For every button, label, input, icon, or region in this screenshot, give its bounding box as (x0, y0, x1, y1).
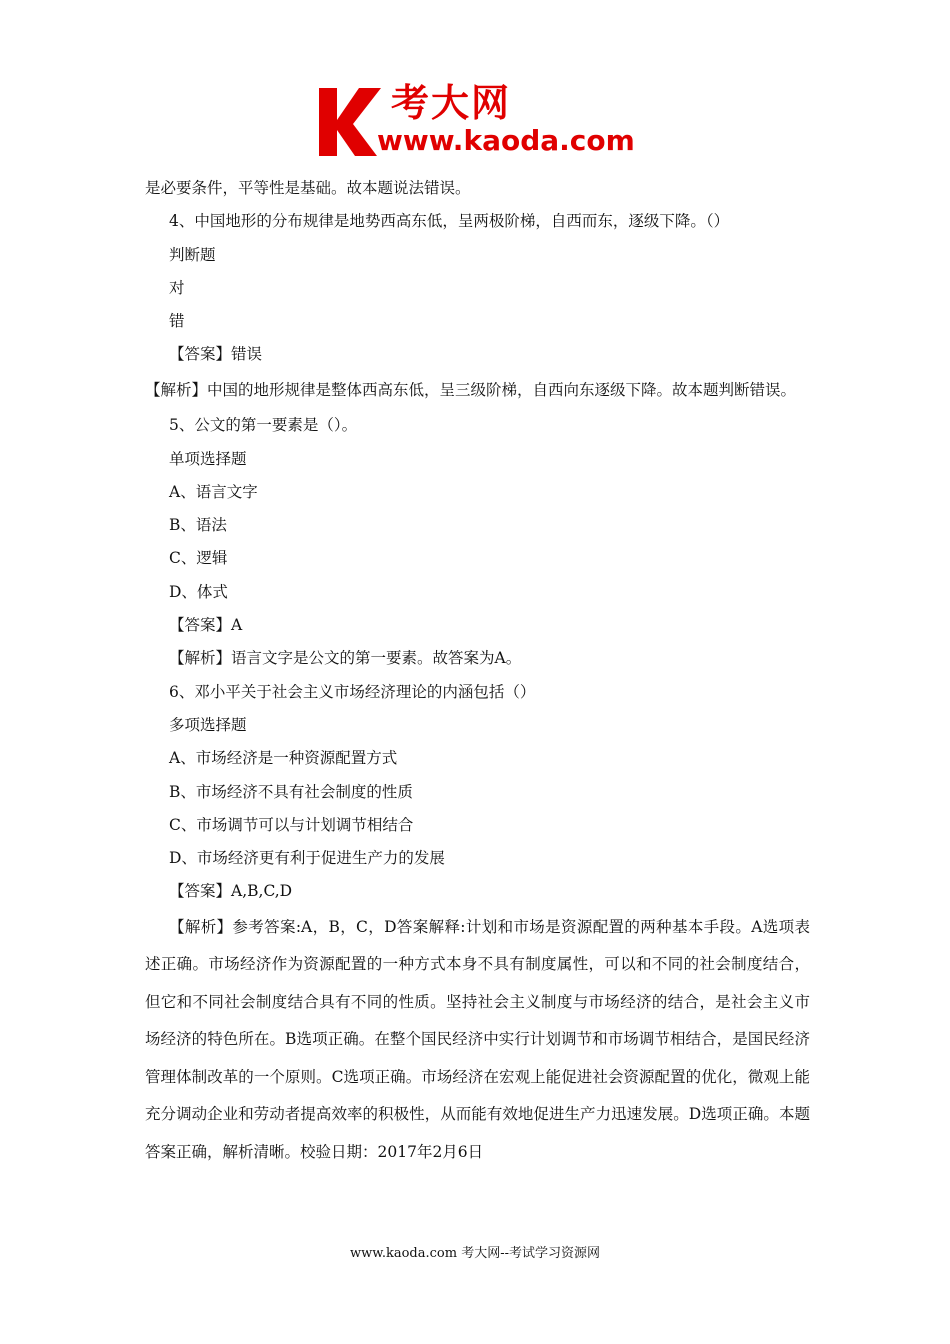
question-5-option: A、语言文字 (169, 482, 258, 501)
question-6-type: 多项选择题 (169, 715, 247, 734)
question-4-analysis: 【解析】中国的地形规律是整体西高东低，呈三级阶梯，自西向东逐级下降。故本题判断错误。 (145, 380, 797, 399)
question-6-stem: 6、邓小平关于社会主义市场经济理论的内涵包括（） (169, 682, 536, 701)
logo-title: 考大网 (391, 81, 512, 125)
site-logo (315, 80, 645, 160)
question-6-analysis: 【解析】参考答案:A，B，C，D答案解释:计划和市场是资源配置的两种基本手段。A选项表述正确。市场经济作为资源配置的一种方式本身不具有制度属性，可以和不同的社会制度结合，但它和不同社会制度结合具有不同的性质。坚持社会主义制度与市场经济的结合，是社会主义市场经济的特色所在。B选项正确。在整个国民经济中实行计划调节和市场调节相结合，是国民经济管理体制改革的一个原则。C选项正确。市场经济在宏观上能促进社会资源配置的优化，微观上能充分调动企业和劳动者提高效率的积极性，从而能有效地促进生产力迅速发展。D选项正确。本题答案正确，解析清晰。校验日期：2017年2月6日 (145, 917, 810, 1161)
page-footer: www.kaoda.com 考大网--考试学习资源网 (350, 1246, 600, 1261)
question-4-stem: 4、中国地形的分布规律是地势西高东低，呈两极阶梯，自西而东，逐级下降。（） (169, 212, 730, 231)
question-5-type: 单项选择题 (169, 449, 247, 468)
document-body (145, 172, 810, 1171)
question-6-option: A、市场经济是一种资源配置方式 (169, 749, 398, 768)
question-4-answer: 【答案】错误 (169, 345, 263, 364)
k-logo-icon (315, 80, 385, 158)
question-6-option: D、市场经济更有利于促进生产力的发展 (169, 849, 445, 868)
question-4-type: 判断题 (169, 245, 216, 264)
question-5-analysis: 【解析】语言文字是公文的第一要素。故答案为A。 (169, 649, 522, 668)
question-5-option: C、逻辑 (169, 549, 228, 568)
question-4-option: 错 (169, 312, 185, 331)
question-5-option: D、体式 (169, 582, 228, 601)
logo-url: www.kaoda.com (377, 124, 635, 157)
question-5-option: B、语法 (169, 516, 227, 535)
question-6-answer: 【答案】A,B,C,D (169, 882, 293, 901)
question-5-answer: 【答案】A (169, 616, 243, 635)
question-4-option: 对 (169, 278, 185, 297)
question-6-option: B、市场经济不具有社会制度的性质 (169, 782, 413, 801)
question-6-option: C、市场调节可以与计划调节相结合 (169, 815, 414, 834)
previous-analysis-tail: 是必要条件，平等性是基础。故本题说法错误。 (145, 179, 471, 197)
question-5-stem: 5、公文的第一要素是（）。 (169, 416, 358, 435)
